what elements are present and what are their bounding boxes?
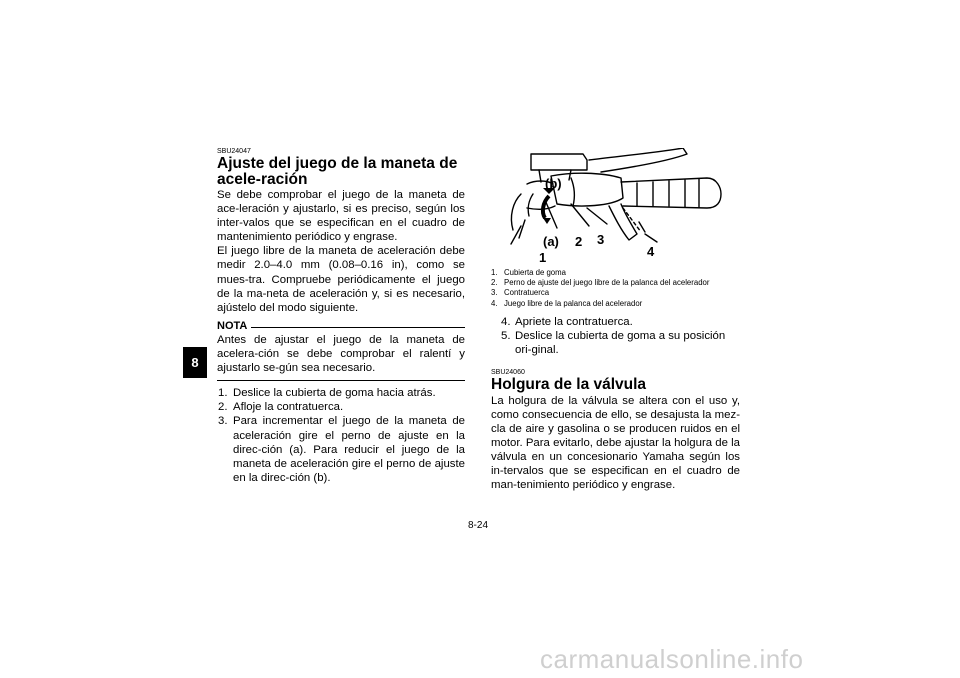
caption-item: 3. Contratuerca: [491, 288, 550, 298]
right-column: [491, 148, 740, 492]
section-code: SBU24047: [217, 148, 251, 155]
note-label: NOTA: [217, 319, 248, 332]
caption-item: 1. Cubierta de goma: [491, 268, 566, 277]
steps-list: [217, 386, 465, 485]
caption-item: 2. Perno de ajuste del juego libre de la palanca del acelerador: [491, 278, 710, 288]
section-title: Ajuste del juego de la maneta de acele-ración: [217, 155, 458, 188]
label-a: (a): [543, 234, 559, 249]
page-number: 8-24: [468, 520, 489, 531]
list-item: 4. Apriete la contratuerca.: [501, 315, 633, 328]
list-item: 2. Afloje la contratuerca.: [218, 401, 344, 414]
figure-captions: [491, 268, 740, 309]
label-1: 1: [539, 250, 547, 265]
label-b: (b): [545, 176, 562, 191]
valve-paragraph: La holgura de la válvula se altera con el uso y, como consecuencia de ello, se desajusta la mez-cla de aire y gasolina o se producen ruidos en el motor. Para evitarlo, debe ajustar la holgura de la válvula en un concesionario Yamaha según los in-tervalos que se especifican en el cuadro de man-tenimiento periódico y engrase.: [491, 394, 740, 492]
note-text: Antes de ajustar el juego de la maneta de acelera-ción se debe comprobar el ralentí y ajustarlo se-gún sea necesario.: [217, 333, 465, 375]
label-2: 2: [575, 234, 583, 249]
section-code: SBU24060: [491, 369, 525, 377]
list-item: 3. Para incrementar el juego de la maneta de aceleración gire el perno de ajuste en la direc-ción (a). Para reducir el juego de la maneta de aceleración gire el perno de ajuste en la direc-ción (b).: [218, 415, 465, 484]
chapter-tab: 8: [183, 347, 207, 378]
watermark: carmanualsonline.info: [540, 644, 804, 674]
freeplay-paragraph: El juego libre de la maneta de aceleración debe medir 2.0–4.0 mm (0.08–0.16 in), como se mues-tra. Compruebe periódicamente el juego de la ma-neta de aceleración y, si es necesario, ajústelo del modo siguiente.: [217, 245, 465, 314]
label-4: 4: [647, 244, 655, 259]
list-item: 5. Deslice la cubierta de goma a su posición ori-ginal.: [501, 329, 726, 356]
caption-item: 4. Juego libre de la palanca del acelerador: [491, 298, 643, 308]
note-rule: [251, 327, 465, 328]
label-3: 3: [597, 232, 605, 247]
throttle-illustration: [491, 148, 740, 266]
list-item: 1. Deslice la cubierta de goma hacia atrás.: [218, 387, 436, 400]
note-header: [217, 319, 465, 333]
left-column: [217, 148, 465, 485]
note-end-rule: [217, 380, 465, 381]
throttle-diagram: [491, 148, 740, 266]
intro-paragraph: Se debe comprobar el juego de la maneta de ace-leración y ajustarlo, si es preciso, según los inter-valos que se especifican en el cuadro de mantenimiento periódico y engrase.: [217, 189, 465, 244]
section-title: Holgura de la válvula: [491, 376, 647, 394]
steps-list-continued: [491, 315, 740, 357]
